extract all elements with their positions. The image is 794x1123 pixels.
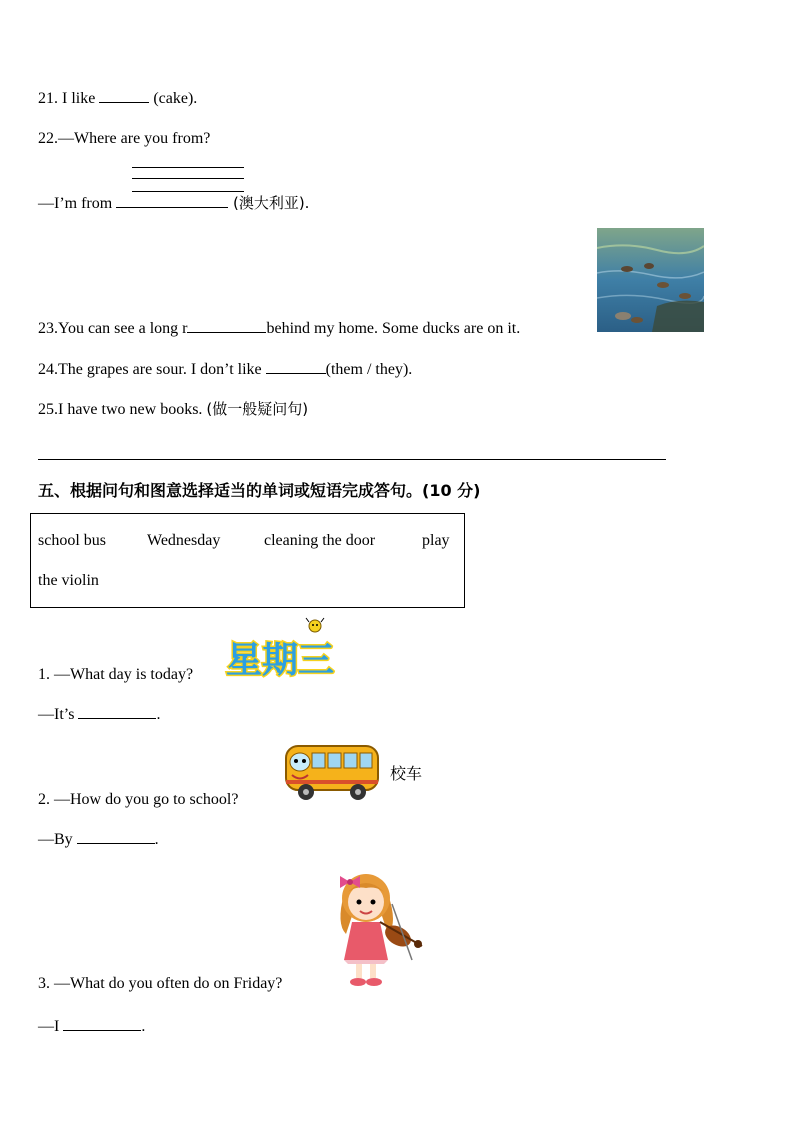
answer-blank[interactable] xyxy=(78,703,156,719)
question-hint: (澳大利亚). xyxy=(228,194,310,212)
answer-suffix: . xyxy=(156,706,161,723)
question-number: 25. xyxy=(38,401,58,418)
writing-line xyxy=(132,178,244,179)
answer-suffix: . xyxy=(154,831,159,848)
answer-suffix: . xyxy=(141,1018,146,1035)
weekday-text: 星期三 xyxy=(225,640,335,680)
question-number: 23. xyxy=(38,320,58,337)
question-22-answer xyxy=(38,192,309,214)
item-1-question: 1. —What day is today? xyxy=(38,666,194,683)
answer-blank[interactable] xyxy=(63,1015,141,1031)
girl-violin-image xyxy=(326,864,426,990)
answer-prefix: —I’m from xyxy=(38,195,117,212)
word-option: cleaning the door xyxy=(264,532,376,549)
answer-prefix: —It’s xyxy=(38,706,79,723)
word-bank xyxy=(30,513,465,608)
answer-blank[interactable] xyxy=(77,828,155,844)
word-option: school bus xyxy=(38,532,106,549)
school-bus-image xyxy=(282,742,382,804)
word-option: play xyxy=(422,532,450,549)
question-21 xyxy=(38,87,197,109)
question-number: 24. xyxy=(38,361,58,378)
question-25 xyxy=(38,399,308,420)
section-title: 五、根据问句和图意选择适当的单词或短语完成答句。(10 分) xyxy=(38,481,481,500)
question-hint: (做一般疑问句) xyxy=(206,400,309,418)
question-text: The grapes are sour. I don’t like xyxy=(58,361,266,378)
answer-line[interactable] xyxy=(38,459,666,460)
answer-prefix: —I xyxy=(38,1018,64,1035)
item-2-question: 2. —How do you go to school? xyxy=(38,791,239,808)
question-24 xyxy=(38,358,412,380)
question-text: You can see a long r xyxy=(58,320,188,337)
word-option: Wednesday xyxy=(147,532,221,549)
answer-prefix: —By xyxy=(38,831,77,848)
question-hint: (cake). xyxy=(149,90,198,107)
answer-blank[interactable] xyxy=(266,358,326,374)
answer-blank[interactable] xyxy=(99,87,149,103)
answer-blank[interactable] xyxy=(187,317,266,333)
writing-line xyxy=(132,167,244,168)
answer-blank[interactable] xyxy=(116,192,228,208)
question-22 xyxy=(38,129,210,149)
school-bus-label: 校车 xyxy=(390,764,423,783)
pond-ducks-image xyxy=(597,228,704,332)
question-23 xyxy=(38,317,520,339)
wednesday-image xyxy=(224,616,336,680)
item-3-question: 3. —What do you often do on Friday? xyxy=(38,975,283,992)
question-text: —Where are you from? xyxy=(58,130,211,147)
question-text-end: behind my home. Some ducks are on it. xyxy=(266,320,521,337)
item-1-answer xyxy=(38,703,160,725)
question-number: 22. xyxy=(38,130,58,147)
question-number: 21. xyxy=(38,90,58,107)
item-2-answer xyxy=(38,828,159,850)
word-option: the violin xyxy=(38,572,99,589)
question-text: I have two new books. xyxy=(58,401,207,418)
question-text: I like xyxy=(58,90,100,107)
item-3-answer xyxy=(38,1015,145,1037)
question-hint: (them / they). xyxy=(325,361,413,378)
